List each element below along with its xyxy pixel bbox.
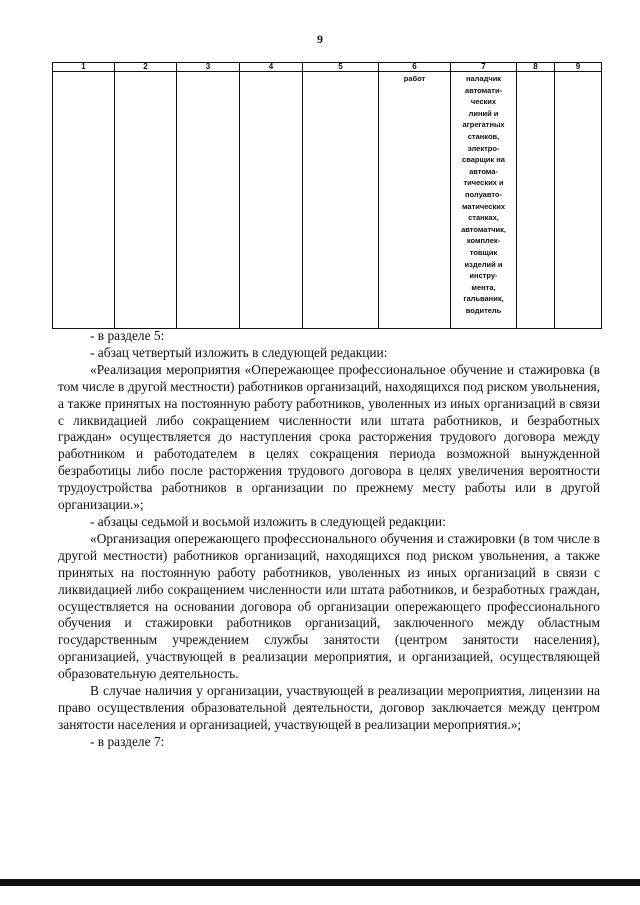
table-cell-col4: [240, 72, 303, 329]
table-cell-col9: [555, 72, 602, 329]
column-number-8: 8: [517, 63, 555, 72]
table-cell-col7-occupations: наладчик автомати- ческих линий и агрегатных станков, электро- сварщик на автома- тических и полуавто- матических станках, автоматчик, комплек- товщик изделий и инстру- мента, гальваник, водитель: [451, 72, 517, 329]
continuation-table: [52, 62, 602, 329]
section-7-heading: - в разделе 7:: [90, 733, 165, 749]
section-5-heading: - в разделе 5:: [90, 328, 165, 343]
page-number: 9: [317, 32, 323, 46]
table-cell-col8: [517, 72, 555, 329]
table-cell-col6: работ: [379, 72, 451, 329]
table-header-row: [53, 63, 602, 72]
column-number-5: 5: [303, 63, 379, 72]
amendment-paragraph-8-text: В случае наличия у организации, участвующей в реализации мероприятия, лицензии на право осуществления образовательной деятельности, договор заключается между центром занятости населения и организацией, участвующей в реализации мероприятия.»;: [58, 683, 600, 732]
table-cell-col3: [177, 72, 240, 329]
amendment-paragraph-7-text: «Организация опережающего профессионального обучения и стажировки (в том числе в другой местности) работников организаций, находящихся под риском увольнения, а также принятых на постоянную работу работников, уволенных из иных организаций в связи с ликвидацией либо сокращением численности или штата работников, и безработных граждан, осуществляется на основании договора об организации опережающего профессионального обучения и стажировки работников организаций, заключенного между областным государственным учреждением службы занятости (центром занятости населения), организацией, участвующей в реализации мероприятия, и организацией, осуществляющей образовательную деятельность.: [58, 530, 600, 682]
column-number-6: 6: [379, 63, 451, 72]
column-number-7: 7: [451, 63, 517, 72]
document-body: [58, 328, 600, 751]
table-cell-col5: [303, 72, 379, 329]
scan-bottom-border: [0, 879, 640, 886]
amendment-paragraph-4-intro: - абзац четвертый изложить в следующей редакции:: [90, 344, 388, 360]
column-number-3: 3: [177, 63, 240, 72]
table-cell-col2: [115, 72, 177, 329]
table-cell-col1: [53, 72, 115, 329]
column-number-1: 1: [53, 63, 115, 72]
amendment-paragraphs-7-8-intro: - абзацы седьмой и восьмой изложить в следующей редакции:: [90, 513, 446, 529]
amendment-paragraph-4-text: «Реализация мероприятия «Опережающее профессиональное обучение и стажировка (в том числе в другой местности) работников организаций, находящихся под риском увольнения, а также принятых на постоянную работу работников, уволенных из иных организаций в связи с ликвидацией либо сокращением численности или штата работников, и безработных граждан» осуществляется до наступления срока расторжения трудового договора между работником и работодателем в целях сокращения периода возможной вынужденной безработицы либо после расторжения трудового договора в целях увеличения вероятности трудоустройства работников в организации по прежнему месту работы или в другой организации.»;: [58, 361, 600, 513]
column-number-2: 2: [115, 63, 177, 72]
column-number-9: 9: [555, 63, 602, 72]
table-row: [53, 72, 602, 329]
column-number-4: 4: [240, 63, 303, 72]
